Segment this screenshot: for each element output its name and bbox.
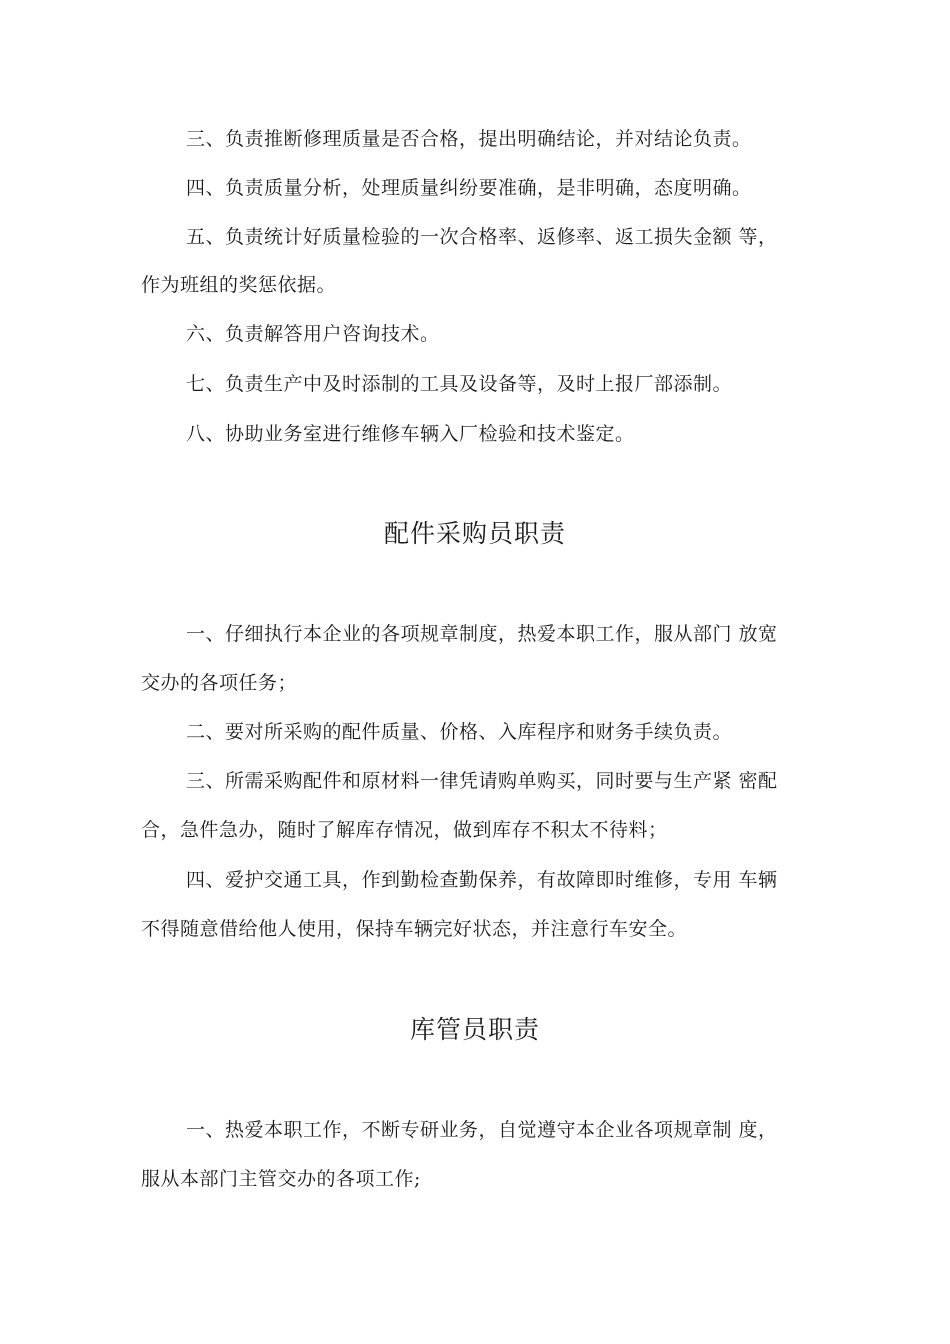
purchaser-item-4: 四、爱护交通工具，作到勤检查勤保养，有故障即时维修，专用 车辆 bbox=[186, 869, 778, 891]
duty-item-3: 三、负责推断修理质量是否合格，提出明确结论，并对结论负责。 bbox=[186, 128, 752, 150]
duty-item-5-continued: 作为班组的奖惩依据。 bbox=[141, 274, 337, 296]
purchaser-item-3-continued: 合，急件急办，随时了解库存情况，做到库存不积太不待料； bbox=[141, 819, 668, 841]
duty-item-6: 六、负责解答用户咨询技术。 bbox=[186, 323, 440, 345]
purchaser-item-4-continued: 不得随意借给他人使用，保持车辆完好状态，并注意行车安全。 bbox=[141, 918, 688, 940]
duty-item-7: 七、负责生产中及时添制的工具及设备等，及时上报厂部添制。 bbox=[186, 373, 733, 395]
warehouse-item-1: 一、热爱本职工作，不断专研业务，自觉遵守本企业各项规章制 度， bbox=[186, 1119, 778, 1141]
section-title-purchaser: 配件采购员职责 bbox=[383, 519, 566, 548]
duty-item-8: 八、协助业务室进行维修车辆入厂检验和技术鉴定。 bbox=[186, 423, 635, 445]
purchaser-item-1-continued: 交办的各项任务； bbox=[141, 672, 298, 694]
duty-item-5: 五、负责统计好质量检验的一次合格率、返修率、返工损失金额 等， bbox=[186, 226, 778, 248]
section-title-warehouse-keeper: 库管员职责 bbox=[409, 1015, 540, 1044]
purchaser-item-3: 三、所需采购配件和原材料一律凭请购单购买，同时要与生产紧 密配 bbox=[186, 770, 778, 792]
warehouse-item-1-continued: 服从本部门主管交办的各项工作; bbox=[141, 1168, 421, 1190]
duty-item-4: 四、负责质量分析，处理质量纠纷要准确，是非明确，态度明确。 bbox=[186, 177, 752, 199]
purchaser-item-1: 一、仔细执行本企业的各项规章制度，热爱本职工作，服从部门 放宽 bbox=[186, 623, 778, 645]
purchaser-item-2: 二、要对所采购的配件质量、价格、入库程序和财务手续负责。 bbox=[186, 721, 733, 743]
